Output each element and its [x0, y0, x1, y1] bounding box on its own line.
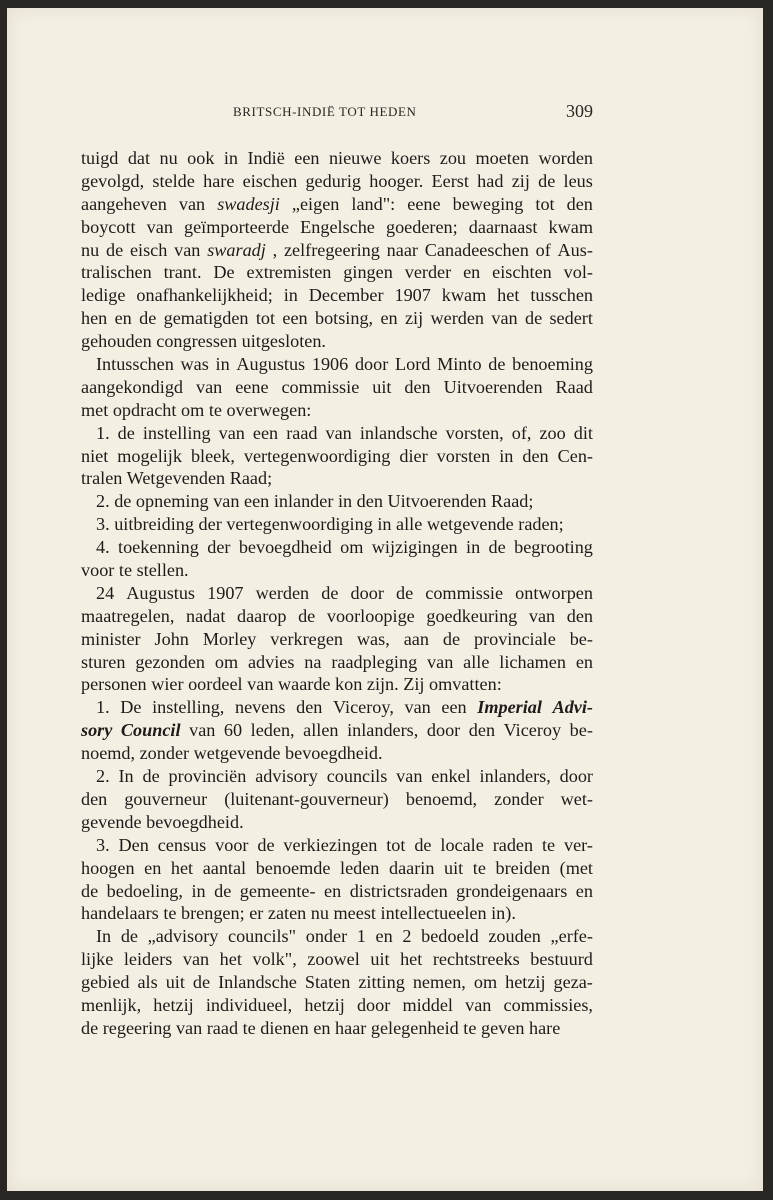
text-line: boycott van geïmporteerde Engelsche goederen; daarnaast kwam	[81, 216, 593, 237]
text-line: niet mogelijk bleek, vertegenwoordiging dier vorsten in den Cen-	[81, 445, 593, 466]
page-header	[81, 101, 593, 125]
running-title: BRITSCH-INDIË TOT HEDEN	[233, 104, 417, 119]
text-line: 2. de opneming van een inlander in den Uitvoerenden Raad;	[96, 491, 534, 512]
text-line: tuigd dat nu ook in Indië een nieuwe koers zou moeten worden	[81, 148, 593, 168]
text-line: handelaars te brengen; er zaten nu meest intellectueelen in).	[81, 903, 516, 924]
text-line: In de „advisory councils" onder 1 en 2 bedoeld zouden „erfe-	[96, 926, 593, 947]
text-line: noemd, zonder wetgevende bevoegdheid.	[81, 743, 383, 764]
text-line: minister John Morley verkregen was, aan de provinciale be-	[81, 628, 593, 649]
text-line: personen wier oordeel van waarde kon zijn. Zij omvatten:	[81, 674, 502, 695]
text-line: nu de eisch van swaradj , zelfregeering naar Canadeeschen of Aus-	[81, 239, 593, 260]
text-line: den gouverneur (luitenant-gouverneur) benoemd, zonder wet-	[81, 788, 593, 809]
text-line: gevende bevoegdheid.	[81, 811, 244, 832]
text-line: gehouden congressen uitgesloten.	[81, 331, 326, 352]
text-line: ledige onafhankelijkheid; in December 1907 kwam het tusschen	[81, 285, 593, 306]
text-line: 1. de instelling van een raad van inlandsche vorsten, of, zoo dit	[96, 422, 593, 443]
text-line: Intusschen was in Augustus 1906 door Lord Minto de benoeming	[96, 354, 593, 375]
text-line: tralischen trant. De extremisten gingen verder en eischten vol-	[81, 262, 593, 283]
text-line: hoogen en het aantal benoemde leden daarin uit te breiden (met	[81, 857, 593, 878]
text-line: met opdracht om te overwegen:	[81, 399, 312, 420]
text-line: sory Council van 60 leden, allen inlanders, door den Viceroy be-	[81, 720, 593, 741]
text-line: gevolgd, stelde hare eischen gedurig hooger. Eerst had zij de leus	[81, 170, 593, 191]
text-line: 3. uitbreiding der vertegenwoordiging in alle wetgevende raden;	[96, 514, 564, 535]
text-line: de bedoeling, in de gemeente- en districtsraden grondeigenaars en	[81, 880, 593, 901]
body-text	[81, 147, 593, 1040]
text-line: 2. In de provinciën advisory councils van enkel inlanders, door	[96, 766, 593, 787]
text-line: voor te stellen.	[81, 560, 189, 581]
text-line: sturen gezonden om advies na raadpleging van alle lichamen en	[81, 651, 593, 672]
page-number: 309	[566, 101, 593, 121]
text-line: gebied als uit de Inlandsche Staten zitting nemen, om hetzij geza-	[81, 972, 593, 993]
text-line: lijke leiders van het volk", zoowel uit het rechtstreeks bestuurd	[81, 949, 593, 970]
text-line: aangekondigd van eene commissie uit den Uitvoerenden Raad	[81, 376, 593, 397]
book-page	[7, 8, 763, 1191]
text-line: 3. Den census voor de verkiezingen tot de locale raden te ver-	[96, 834, 593, 855]
text-line: tralen Wetgevenden Raad;	[81, 468, 273, 489]
text-line: maatregelen, nadat daarop de voorloopige goedkeuring van den	[81, 605, 593, 626]
text-line: hen en de gematigden tot een botsing, en zij werden van de sedert	[81, 308, 593, 329]
text-line: de regeering van raad te dienen en haar gelegenheid te geven hare	[81, 1017, 561, 1038]
text-line: 24 Augustus 1907 werden de door de commissie ontworpen	[96, 582, 593, 603]
text-line: 4. toekenning der bevoegdheid om wijzigingen in de begrooting	[96, 537, 593, 558]
text-line: menlijk, hetzij individueel, hetzij door middel van commissies,	[81, 994, 593, 1015]
text-line: aangeheven van swadesji „eigen land": eene beweging tot den	[81, 193, 593, 214]
text-line: 1. De instelling, nevens den Viceroy, van een Imperial Advi-	[96, 697, 593, 718]
